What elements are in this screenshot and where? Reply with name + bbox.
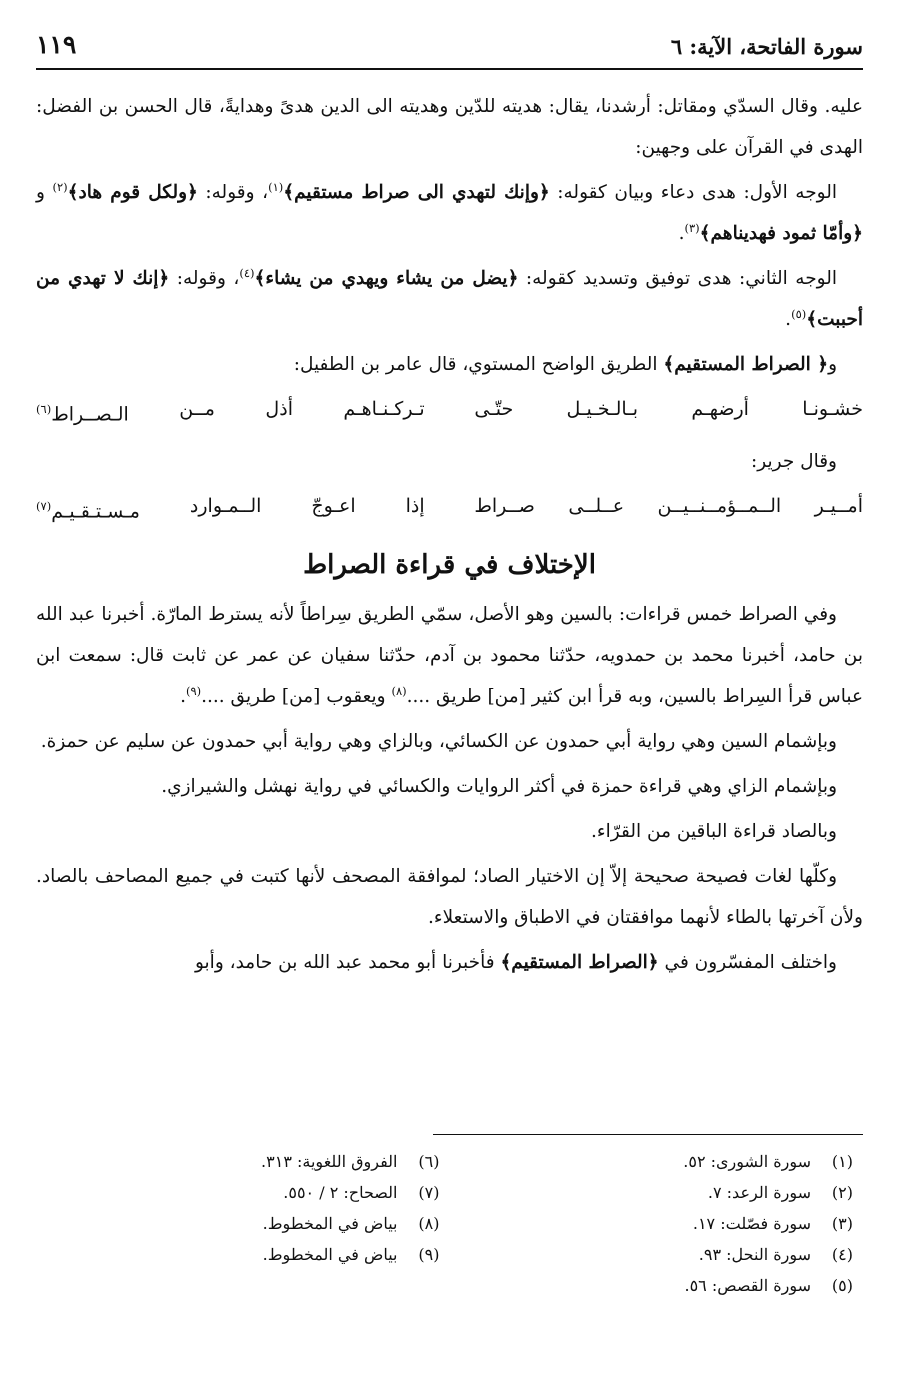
verse-second-hemistich: إذا اعـوجّ الــمـوارد مـسـتـقـيـم$^{(٧)}$ — [36, 495, 425, 523]
footnote-ref[interactable]: (٦) — [36, 402, 52, 416]
poem-verse — [36, 486, 863, 532]
quran-quote: ﴿الصراط المستقيم﴾ — [500, 951, 659, 973]
footnote-item: (٥)سورة القصص: ٥٦. — [684, 1276, 853, 1295]
quran-quote: ﴿يضل من يشاء ويهدي من يشاء﴾ — [254, 268, 519, 289]
footnote-ref[interactable]: (٧) — [36, 499, 52, 514]
footnote-ref[interactable]: (١) — [268, 179, 284, 194]
page-header — [36, 26, 863, 70]
main-text — [36, 86, 863, 987]
verse-first-hemistich: خشـونـا أرضهـم بـالـخـيـل حتّـى — [474, 398, 863, 420]
footnote-ref[interactable]: (٢) — [52, 179, 68, 194]
paragraph: واختلف المفسّرون في ﴿الصراط المستقيم﴾ فأخبرنا أبو محمد عبد الله بن حامد، وأبو — [194, 951, 837, 973]
footnote-item: (٧)الصحاح: ٢ / ٥٥٠. — [283, 1183, 440, 1202]
footnotes — [36, 1146, 863, 1301]
page-number: ١١٩ — [36, 30, 77, 59]
footnote-ref[interactable]: (٤) — [239, 265, 255, 280]
paragraph: وبإشمام السين وهي رواية أبي حمدون عن الكسائي، وبالزاي وهي رواية أبي حمدون عن سليم عن حمزة. — [40, 730, 837, 752]
paragraph: وبإشمام الزاي وهي قراءة حمزة في أكثر الروايات والكسائي في رواية نهشل والشيرازي. — [161, 775, 837, 797]
quran-quote: ﴿إنك لا تهدي من أحببت﴾ — [36, 268, 863, 330]
paragraph: عليه. وقال السدّي ومقاتل: أرشدنا، يقال: هديته للدّين وهديته الى الدين هدىً وهدايةً، قال الحسن بن الفضل: الهدى في القرآن على وجهين: — [36, 96, 863, 158]
footnote-item: (٢)سورة الرعد: ٧. — [707, 1183, 853, 1202]
footnote-ref[interactable]: (٨) — [391, 683, 407, 698]
paragraph: الوجه الثاني: هدى توفيق وتسديد كقوله: ﴿يضل من يشاء ويهدي من يشاء﴾$^{(٤)}$، وقوله: ﴿إنك لا تهدي من أحببت﴾$^{(٥)}$. — [36, 265, 863, 330]
paragraph: وبالصاد قراءة الباقين من القرّاء. — [591, 820, 837, 842]
footnotes-column-right — [450, 1146, 864, 1301]
footnote-item: (١)سورة الشورى: ٥٢. — [683, 1152, 853, 1171]
footnote-rule — [433, 1134, 863, 1135]
running-title: سورة الفاتحة، الآية: ٦ — [670, 34, 863, 59]
footnote-item: (٩)بياض في المخطوط. — [262, 1245, 440, 1264]
footnote-item: (٤)سورة النحل: ٩٣. — [698, 1245, 853, 1264]
paragraph: وقال جرير: — [751, 451, 837, 473]
footnote-ref[interactable]: (٩) — [185, 683, 202, 698]
header-rule — [36, 68, 863, 70]
section-heading: الإختلاف في قراءة الصراط — [303, 549, 596, 580]
quran-quote: ﴿وإنك لتهدي الى صراط مستقيم﴾ — [283, 182, 550, 203]
quran-quote: ﴿ الصراط المستقيم﴾ — [663, 354, 829, 375]
verse-second-hemistich: تـركـنـاهـم أذل مــن الـصــراط$^{(٦)}$ — [36, 398, 425, 426]
footnote-item: (٣)سورة فصّلت: ١٧. — [692, 1214, 853, 1233]
paragraph: الوجه الأول: هدى دعاء وبيان كقوله: ﴿وإنك لتهدي الى صراط مستقيم﴾$^{(١)}$، وقوله: ﴿ولكل قوم هاد﴾$^{(٢)}$ و ﴿وأمّا ثمود فهديناهم﴾$^{(٣)}$. — [36, 179, 863, 244]
footnotes-column-left — [36, 1146, 450, 1301]
footnote-item: (٦)الفروق اللغوية: ٣١٣. — [261, 1152, 440, 1171]
quran-quote: ﴿ولكل قوم هاد﴾ — [67, 182, 198, 203]
poem-verse — [36, 389, 863, 435]
paragraph: وفي الصراط خمس قراءات: بالسين وهو الأصل، سمّي الطريق سِراطاً لأنه يسترط المارّة. أخبرنا عبد الله بن حامد، أخبرنا محمد بن حمدويه، حدّثنا محمود بن آدم، حدّثنا سفيان عن عمر عن ثابت قال: سمعت ابن عباس قرأ السِراط بالسين، وبه قرأ ابن كثير [من] طريق ....$^{(٨)}$ ويعقوب [من] طريق ....$^{(٩)}$. — [36, 603, 863, 707]
quran-quote: ﴿وأمّا ثمود فهديناهم﴾ — [699, 223, 863, 244]
paragraph: و﴿ الصراط المستقيم﴾ الطريق الواضح المستوي، قال عامر بن الطفيل: — [293, 354, 837, 375]
footnote-ref[interactable]: (٥) — [791, 306, 807, 321]
footnote-item: (٨)بياض في المخطوط. — [262, 1214, 440, 1233]
verse-first-hemistich: أمــيـر الــمــؤمــنــيــن عــلــى صــراط — [474, 495, 863, 518]
paragraph: وكلّها لغات فصيحة صحيحة إلاّ إن الاختيار الصاد؛ لموافقة المصحف لأنها كتبت في جميع المصاحف بالصاد. ولأن آخرتها بالطاء لأنهما موافقتان في الاطباق والاستعلاء. — [36, 865, 863, 928]
footnote-ref[interactable]: (٣) — [684, 220, 700, 235]
